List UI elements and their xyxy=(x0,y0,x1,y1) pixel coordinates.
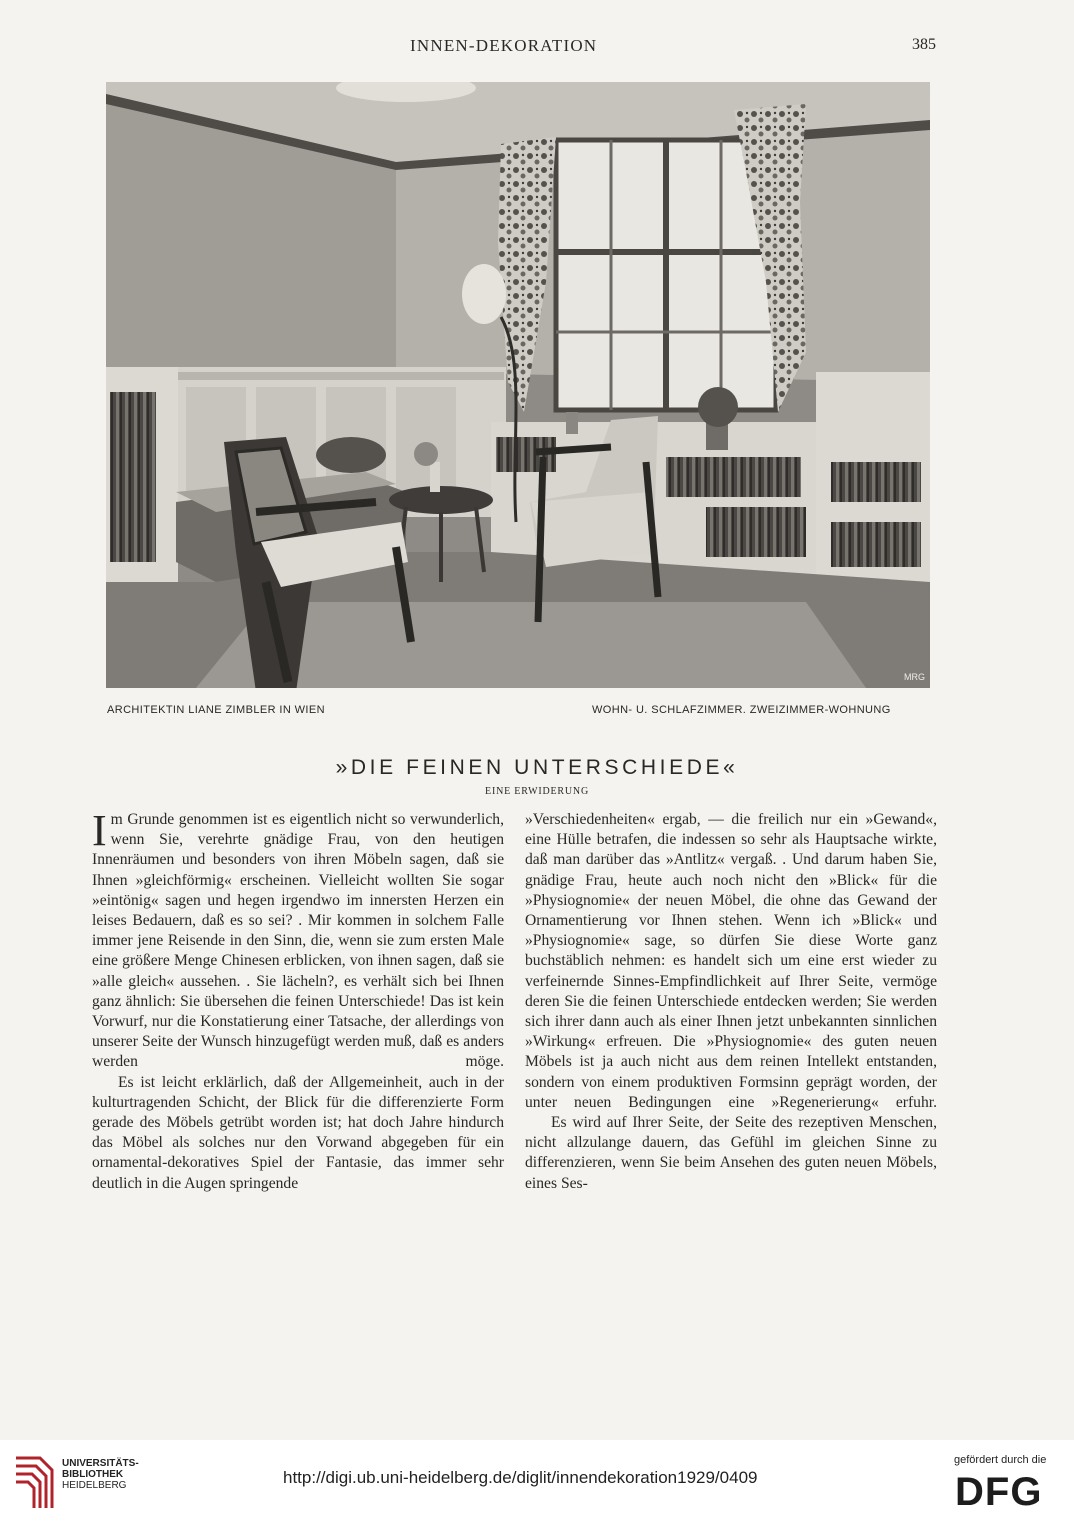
drop-cap: I xyxy=(92,806,107,855)
paragraph: »Verschiedenheiten« ergab, — die freilich nur ein »Gewand«, eine Hülle betrafen, die indessen so sehr als Hauptsache wirkte, daß man darüber das »Antlitz« vergaß. . Und darum haben Sie, gnädige Frau, heute auch noch nicht den »Blick« für die »Physiognomie« der neuen Möbel, die ohne das Gewand der Ornamentierung vor Ihnen stehen. Wenn ich »Blick« und »Physiognomie« sage, so dürfen Sie diese Worte ganz buchstäblich nehmen: es handelt sich um eine erst wieder zu verfeinernde Sinnes-Empfindlichkeit auf Ihrer Seite, vermöge deren Sie die feinen Unterschiede entdecken werden; Sie werden sich ihrer dann auch als einer Ihnen jetzt unbekannten sinnlichen »Wirkung« erfreuen. Die »Physiognomie« des guten neuen Möbels ist ja auch nicht aus dem reinen Intellekt entstanden, sondern von einem produktiven Formsinn geprägt worden, der unter neuen Bedingungen eine »Regenerierung« erfuhr. xyxy=(525,811,937,1111)
digitization-footer xyxy=(0,1440,1074,1523)
interior-photograph xyxy=(106,82,930,688)
paragraph: Es ist leicht erklärlich, daß der Allgemeinheit, auch in der kulturtragenden Schicht, der Blick für die differenzierte Form gerade des Möbels getrübt worden ist; hat doch Jahre hindurch das Möbel als solches nur den Vorwand abgegeben für ein ornamental-dekoratives Spiel der Fantasie, das immer sehr deutlich in die Augen springende xyxy=(92,1073,504,1192)
library-logo-icon xyxy=(12,1452,56,1512)
text-column-left xyxy=(92,806,504,1194)
text-column-right xyxy=(525,810,937,1194)
article-title: »DIE FEINEN UNTERSCHIEDE« xyxy=(335,756,739,779)
caption-architect: ARCHITEKTIN LIANE ZIMBLER IN WIEN xyxy=(107,704,325,716)
caption-room: WOHN- U. SCHLAFZIMMER. ZWEIZIMMER-WOHNUNG xyxy=(592,704,891,716)
paragraph-text: m Grunde genommen ist es eigentlich nicht so verwunderlich, wenn Sie, verehrte gnädige Frau, von den heutigen Innenräumen und besonders von ihren Möbeln sagen, daß sie Ihnen »gleichförmig« erscheinen. Vielleicht wollten Sie sogar »eintönig« sagen und hegen irgendwo im innersten Herzen ein leises Bedauern, daß es so sei? . Mir kommen in solchem Falle immer jene Reisende in den Sinn, die, wenn sie zum ersten Male eine größere Menge Chinesen erblicken, von ihnen sagen, daß sie »alle gleich« aussehen. . Sie lächeln?, es verhält sich bei Ihnen ganz ähnlich: Sie übersehen die feinen Unterschiede! Das ist kein Vorwurf, nur die Konstatierung einer Tatsache, der allerdings von unserer Seite der Wunsch hinzugefügt werden muß, daß es anders werden möge. xyxy=(92,811,504,1071)
paragraph xyxy=(92,806,504,1073)
article-subtitle: EINE ERWIDERUNG xyxy=(485,786,589,797)
photo-monogram: MRG xyxy=(904,672,925,682)
page-number: 385 xyxy=(912,36,936,53)
funding-note: gefördert durch die xyxy=(954,1454,1047,1466)
journal-title: INNEN-DEKORATION xyxy=(410,36,598,55)
permalink[interactable]: http://digi.ub.uni-heidelberg.de/diglit/innendekoration1929/0409 xyxy=(283,1468,758,1487)
library-name: UNIVERSITÄTS- BIBLIOTHEK HEIDELBERG xyxy=(62,1458,139,1491)
paragraph: Es wird auf Ihrer Seite, der Seite des rezeptiven Menschen, nicht allzulange dauern, das Gefühl im gleichen Sinne zu differenzieren, wenn Sie beim Ansehen des guten neuen Möbels, eines Ses- xyxy=(525,1114,937,1192)
dfg-logo: DFG xyxy=(955,1470,1043,1514)
running-head xyxy=(0,36,1074,58)
